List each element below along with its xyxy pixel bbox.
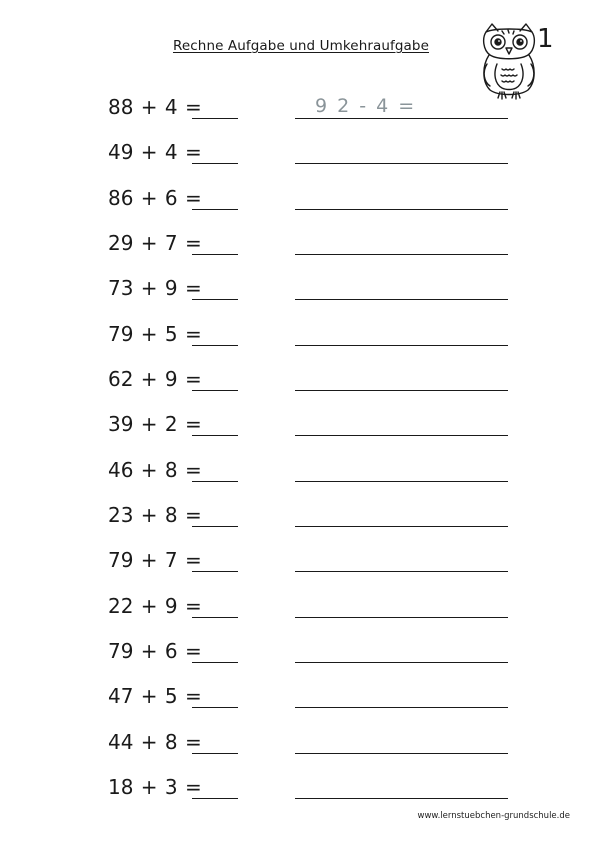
answer-blank[interactable] [192,617,238,618]
answer-blank[interactable] [192,662,238,663]
inverse-problem-line[interactable] [295,163,508,164]
addition-problem: 79 + 7 = [108,548,202,573]
footer-url: www.lernstuebchen-grundschule.de [417,811,570,821]
inverse-problem-line[interactable] [295,299,508,300]
task-row [0,273,595,303]
addition-problem: 46 + 8 = [108,457,202,482]
task-row [0,681,595,711]
task-row [0,500,595,530]
task-row [0,545,595,575]
answer-blank[interactable] [192,526,238,527]
owl-icon [478,22,540,102]
addition-problem: 22 + 9 = [108,593,202,618]
inverse-problem-line[interactable] [295,481,508,482]
task-row [0,183,595,213]
answer-blank[interactable] [192,753,238,754]
page-number: 1 [537,24,554,54]
inverse-problem-line[interactable] [295,662,508,663]
inverse-problem-line[interactable] [295,118,508,119]
inverse-problem-line[interactable] [295,798,508,799]
task-row [0,409,595,439]
answer-blank[interactable] [192,254,238,255]
inverse-problem-line[interactable] [295,435,508,436]
answer-blank[interactable] [192,163,238,164]
answer-blank[interactable] [192,435,238,436]
inverse-problem-line[interactable] [295,390,508,391]
addition-problem: 18 + 3 = [108,774,202,799]
addition-problem: 73 + 9 = [108,276,202,301]
answer-blank[interactable] [192,481,238,482]
addition-problem: 79 + 6 = [108,638,202,663]
addition-problem: 47 + 5 = [108,684,202,709]
answer-blank[interactable] [192,707,238,708]
task-row [0,92,595,122]
addition-problem: 62 + 9 = [108,366,202,391]
addition-problem: 49 + 4 = [108,140,202,165]
inverse-problem-line[interactable] [295,254,508,255]
task-row [0,455,595,485]
task-row [0,591,595,621]
inverse-problem-line[interactable] [295,345,508,346]
addition-problem: 23 + 8 = [108,502,202,527]
task-row [0,772,595,802]
inverse-problem-line[interactable] [295,571,508,572]
answer-blank[interactable] [192,390,238,391]
example-inverse-problem: 9 2 - 4 = [315,95,416,117]
answer-blank[interactable] [192,299,238,300]
worksheet-title: Rechne Aufgabe und Umkehraufgabe [172,38,429,54]
answer-blank[interactable] [192,571,238,572]
inverse-problem-line[interactable] [295,209,508,210]
addition-problem: 39 + 2 = [108,412,202,437]
addition-problem: 86 + 6 = [108,185,202,210]
task-row [0,137,595,167]
answer-blank[interactable] [192,118,238,119]
addition-problem: 79 + 5 = [108,321,202,346]
addition-problem: 44 + 8 = [108,729,202,754]
inverse-problem-line[interactable] [295,753,508,754]
task-row [0,364,595,394]
answer-blank[interactable] [192,345,238,346]
task-row [0,319,595,349]
task-row [0,727,595,757]
task-row [0,636,595,666]
answer-blank[interactable] [192,209,238,210]
answer-blank[interactable] [192,798,238,799]
addition-problem: 29 + 7 = [108,230,202,255]
inverse-problem-line[interactable] [295,707,508,708]
addition-problem: 88 + 4 = [108,95,202,119]
inverse-problem-line[interactable] [295,617,508,618]
task-row [0,228,595,258]
inverse-problem-line[interactable] [295,526,508,527]
